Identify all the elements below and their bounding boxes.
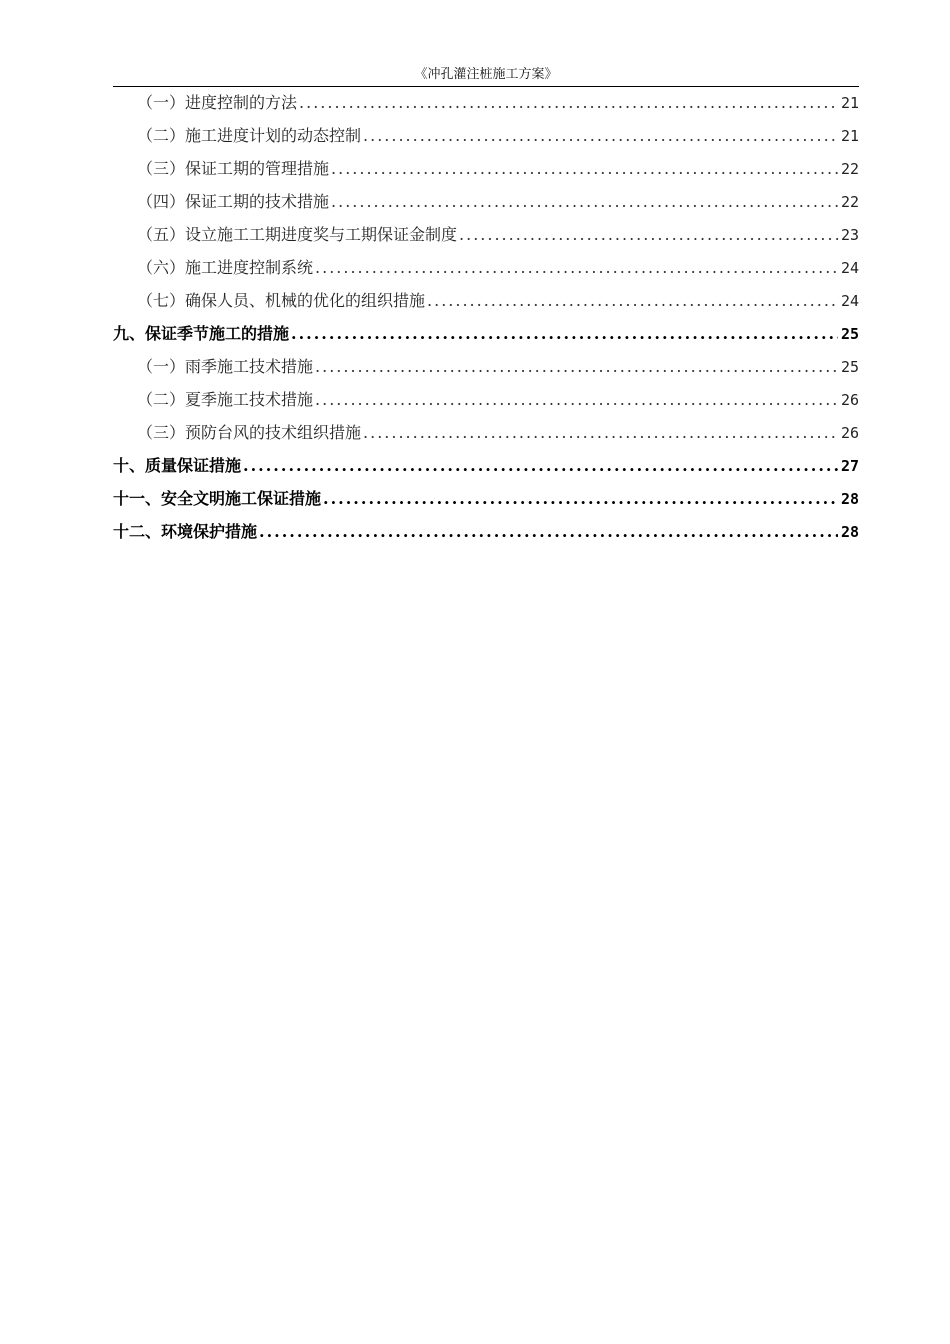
page-header-title: 《冲孔灌注桩施工方案》 <box>414 67 558 82</box>
toc-entry-safety-civilized-construction[interactable] <box>113 486 859 519</box>
toc-leader-dots <box>299 90 838 116</box>
toc-entry-page: 24 <box>840 292 859 310</box>
toc-entry-page: 23 <box>840 226 859 244</box>
toc-leader-dots <box>315 387 838 413</box>
toc-entry-page: 21 <box>840 127 859 145</box>
toc-entry-personnel-machinery-measures[interactable] <box>113 288 859 321</box>
toc-entry-page: 27 <box>840 457 859 475</box>
toc-entry-summer-measures[interactable] <box>113 387 859 420</box>
toc-entry-title: 十二、环境保护措施 <box>113 522 258 541</box>
toc-entry-quality-assurance[interactable] <box>113 453 859 486</box>
toc-entry-schedule-technical-measures[interactable] <box>113 189 859 222</box>
toc-entry-title: （三）预防台风的技术组织措施 <box>137 423 362 442</box>
toc-leader-dots <box>331 156 838 182</box>
header-divider <box>113 86 859 87</box>
table-of-contents <box>113 90 859 552</box>
toc-entry-title: 十一、安全文明施工保证措施 <box>113 489 322 508</box>
toc-leader-dots <box>315 255 838 281</box>
toc-entry-page: 28 <box>840 523 859 541</box>
toc-leader-dots <box>243 453 838 479</box>
toc-entry-page: 22 <box>840 160 859 178</box>
toc-entry-dynamic-schedule-control[interactable] <box>113 123 859 156</box>
toc-entry-title: （七）确保人员、机械的优化的组织措施 <box>137 291 426 310</box>
toc-entry-typhoon-measures[interactable] <box>113 420 859 453</box>
toc-entry-title: （五）设立施工工期进度奖与工期保证金制度 <box>137 225 458 244</box>
toc-leader-dots <box>259 519 838 545</box>
toc-leader-dots <box>331 189 838 215</box>
toc-entry-page: 22 <box>840 193 859 211</box>
toc-entry-environmental-protection[interactable] <box>113 519 859 552</box>
toc-entry-title: （一）进度控制的方法 <box>137 93 298 112</box>
toc-entry-title: （二）施工进度计划的动态控制 <box>137 126 362 145</box>
toc-entry-seasonal-construction[interactable] <box>113 321 859 354</box>
toc-entry-page: 28 <box>840 490 859 508</box>
toc-entry-page: 24 <box>840 259 859 277</box>
toc-entry-page: 26 <box>840 391 859 409</box>
toc-entry-title: （四）保证工期的技术措施 <box>137 192 330 211</box>
toc-entry-page: 21 <box>840 94 859 112</box>
toc-leader-dots <box>291 321 838 347</box>
toc-entry-schedule-bonus-system[interactable] <box>113 222 859 255</box>
toc-entry-page: 25 <box>840 325 859 343</box>
toc-leader-dots <box>459 222 838 248</box>
toc-entry-title: （三）保证工期的管理措施 <box>137 159 330 178</box>
toc-entry-title: 九、保证季节施工的措施 <box>113 324 290 343</box>
toc-entry-schedule-management-measures[interactable] <box>113 156 859 189</box>
toc-leader-dots <box>315 354 838 380</box>
toc-entry-progress-control-system[interactable] <box>113 255 859 288</box>
toc-entry-page: 26 <box>840 424 859 442</box>
toc-entry-title: （一）雨季施工技术措施 <box>137 357 314 376</box>
toc-entry-title: （二）夏季施工技术措施 <box>137 390 314 409</box>
toc-leader-dots <box>323 486 838 512</box>
toc-leader-dots <box>363 420 838 446</box>
toc-entry-page: 25 <box>840 358 859 376</box>
toc-entry-rainy-season-measures[interactable] <box>113 354 859 387</box>
toc-leader-dots <box>363 123 838 149</box>
toc-entry-progress-control-method[interactable] <box>113 90 859 123</box>
toc-entry-title: （六）施工进度控制系统 <box>137 258 314 277</box>
toc-entry-title: 十、质量保证措施 <box>113 456 242 475</box>
toc-leader-dots <box>427 288 838 314</box>
